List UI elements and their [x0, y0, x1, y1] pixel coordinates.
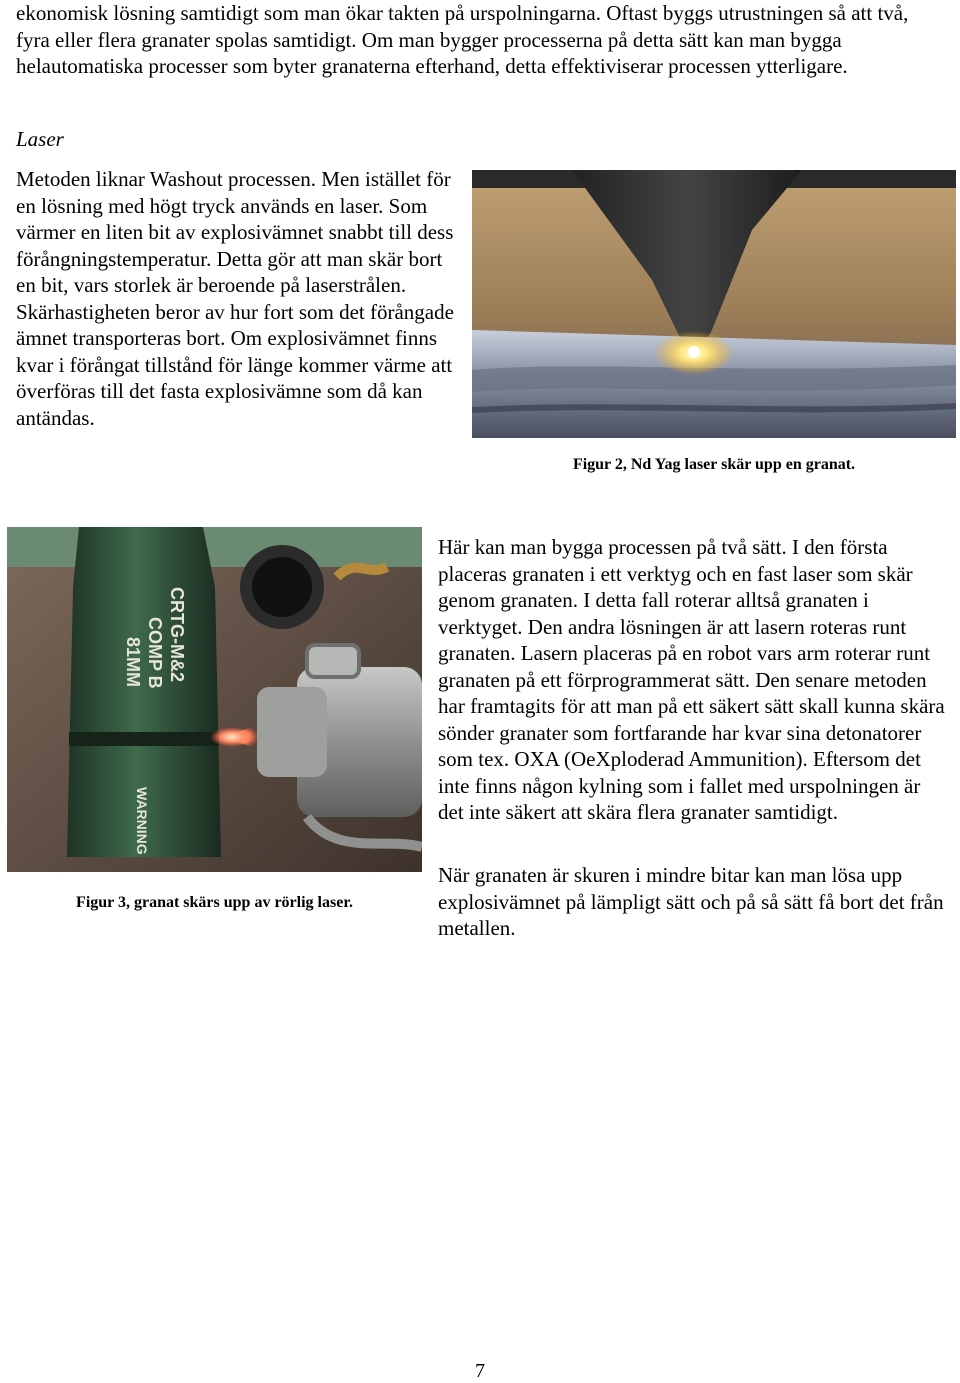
figure-3-photo	[7, 527, 422, 872]
figure-2-caption: Figur 2, Nd Yag laser skär upp en granat.	[572, 456, 856, 473]
figure-2-photo	[472, 170, 956, 438]
section-heading-laser: Laser	[16, 127, 64, 151]
dissolve-paragraph: När granaten är skuren i mindre bitar kan man lösa upp explosivämnet på lämpligt sätt och på så sätt få bort det från metallen.	[438, 863, 944, 940]
shell-marking-crtg: CRTG-M&2	[167, 587, 187, 682]
shell-marking-comp-b: COMP B	[145, 617, 165, 689]
shell-marking-warning: WARNING	[134, 787, 150, 855]
process-paragraph: Här kan man bygga processen på två sätt. I den första placeras granaten i ett verktyg och en fast laser som skär genom granaten. I detta fall roterar alltså granaten i verktyget. Den andra lösningen är att lasern roteras runt granaten. Lasern placeras på en robot vars arm roterar runt granaten på ett förprogrammerat sätt. Den senare metoden har framtagits för att man på ett säkert sätt skall kunna skära sönder granater som fortfarande har kvar sina detonatorer som tex. OXA (OeXploderad Ammunition). Eftersom det inte finns någon kylning som i fallet med urspolningen är det inte säkert att skära flera granater samtidigt.	[438, 535, 945, 824]
laser-body-paragraph: Metoden liknar Washout processen. Men istället för en lösning med högt tryck används en laser. Som värmer en liten bit av explosivämnet snabbt till dess förångningstemperatur. Detta gör att man skär bort en bit, vars storlek är beroende på laserstrålen. Skärhastigheten beror av hur fort som det förångade ämnet transporteras bort. Om explosivämnet finns kvar i förångat tillstånd för länge kommer värme att överföras till det fasta explosivämne som då kan antändas.	[16, 167, 454, 430]
page-number: 7	[475, 1360, 485, 1382]
intro-paragraph: ekonomisk lösning samtidigt som man ökar takten på urspolningarna. Oftast byggs utrustningen så att två, fyra eller flera granater spolas samtidigt. Om man bygger processerna på detta sätt kan man bygga helautomatiska processer som byter granaterna efterhand, detta effektiviserar processen ytterligare.	[16, 1, 909, 78]
shell-marking-81mm: 81MM	[123, 637, 143, 688]
figure-3-caption: Figur 3, granat skärs upp av rörlig laser.	[76, 894, 353, 911]
